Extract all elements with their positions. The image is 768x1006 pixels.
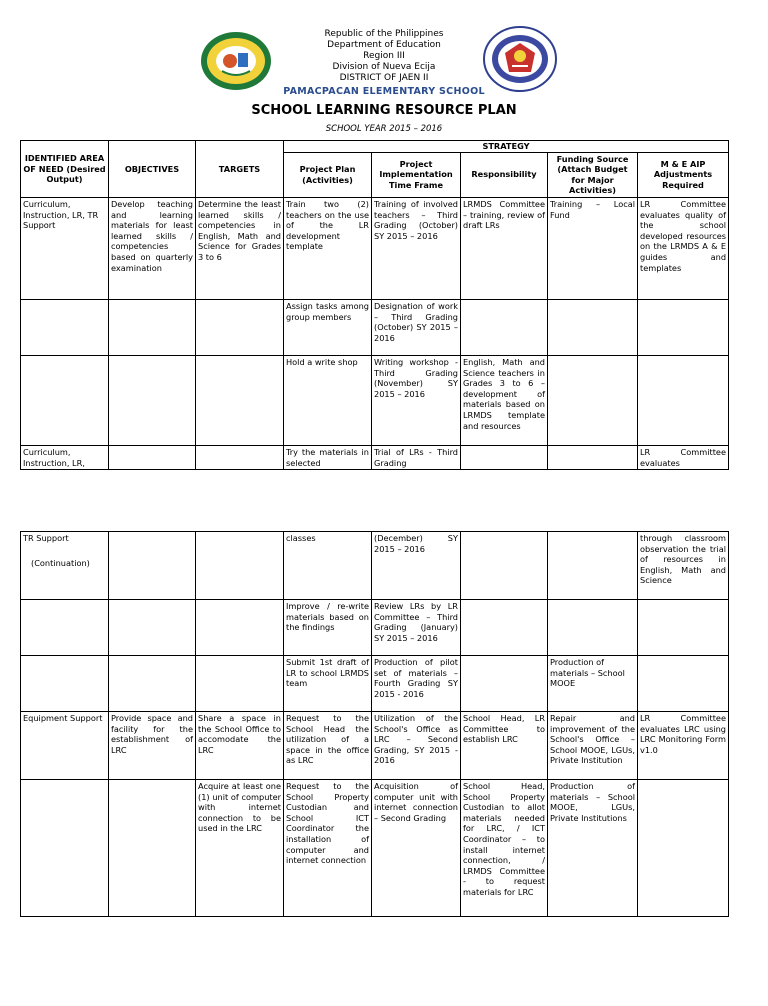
lr-plan-table-page1 (20, 140, 729, 470)
cell-me (638, 600, 729, 656)
cell-plan: classes (284, 532, 372, 600)
cell-plan: Assign tasks among group members (284, 299, 372, 355)
cell-funding: Production of materials – School MOOE, LGUs, Private Institutions (548, 780, 638, 917)
cell-objectives (109, 532, 196, 600)
cell-timeframe: Designation of work – Third Grading (October) SY 2015 – 2016 (372, 299, 461, 355)
cell-area: Curriculum, Instruction, LR, TR Support (21, 197, 109, 299)
cell-responsibility (461, 532, 548, 600)
cell-objectives (109, 445, 196, 469)
cell-area: Equipment Support (21, 712, 109, 780)
cell-area (21, 600, 109, 656)
school-seal-icon (200, 31, 272, 91)
col-project-plan: Project Plan (Activities) (284, 152, 372, 197)
cell-objectives (109, 780, 196, 917)
cell-me: LR Committee evaluates LRC using LRC Monitoring Form v1.0 (638, 712, 729, 780)
cell-timeframe: Production of pilot set of materials – Fourth Grading SY 2015 - 2016 (372, 656, 461, 712)
cell-responsibility: School Head, LR Committee to establish LRC (461, 712, 548, 780)
cell-timeframe: Utilization of the School's Office as LRC – Second Grading, SY 2015 - 2016 (372, 712, 461, 780)
cell-funding (548, 355, 638, 445)
table-row (21, 445, 729, 469)
table-row (21, 712, 729, 780)
cell-area (21, 780, 109, 917)
cell-me: through classroom observation the trial of resources in English, Math and Science (638, 532, 729, 600)
cell-responsibility (461, 445, 548, 469)
cell-responsibility (461, 299, 548, 355)
table-row (21, 197, 729, 299)
cell-targets: Acquire at least one (1) unit of computer with internet connection to be used in the LRC (196, 780, 284, 917)
cell-me: LR Committee evaluates (638, 445, 729, 469)
col-strategy: STRATEGY (284, 141, 729, 153)
cell-responsibility: School Head, School Property Custodian to allot materials needed for LRC, / ICT Coordinator – to install internet connection, / LRMDS Committee - to request materials for LRC (461, 780, 548, 917)
cell-plan: Hold a write shop (284, 355, 372, 445)
cell-plan: Train two (2) teachers on the use of the LR development template (284, 197, 372, 299)
cell-me (638, 656, 729, 712)
cell-funding: Training – Local Fund (548, 197, 638, 299)
cell-me: LR Committee evaluates quality of the school developed resources on the LRMDS A & E guides and templates (638, 197, 729, 299)
table-row (21, 656, 729, 712)
col-me: M & E AIP Adjustments Required (638, 152, 729, 197)
cell-area (21, 532, 109, 600)
cell-objectives: Develop teaching and learning materials for least learned skills / competencies based on quarterly examination (109, 197, 196, 299)
cell-targets (196, 299, 284, 355)
cell-plan: Request to the School Property Custodian and School ICT Coordinator the installation of computer and internet connection (284, 780, 372, 917)
deped-seal-icon (483, 26, 557, 92)
cell-plan: Improve / re-write materials based on the findings (284, 600, 372, 656)
continuation-note: (Continuation) (31, 557, 90, 568)
school-name: PAMACPACAN ELEMENTARY SCHOOL (283, 86, 485, 97)
cell-area (21, 355, 109, 445)
cell-responsibility: LRMDS Committee – training, review of draft LRs (461, 197, 548, 299)
cell-targets (196, 532, 284, 600)
cell-funding (548, 299, 638, 355)
col-timeframe: Project Implementation Time Frame (372, 152, 461, 197)
cell-objectives (109, 355, 196, 445)
region-line: Region III (363, 51, 405, 61)
cell-area (21, 299, 109, 355)
cell-timeframe: (December) SY 2015 – 2016 (372, 532, 461, 600)
cell-timeframe: Training of involved teachers – Third Grading (October) SY 2015 – 2016 (372, 197, 461, 299)
cell-targets: Determine the least learned skills / competencies in English, Math and Science for Grades 3 to 6 (196, 197, 284, 299)
cell-objectives: Provide space and facility for the establishment of LRC (109, 712, 196, 780)
lr-plan-table-page2 (20, 531, 729, 917)
table-row (21, 355, 729, 445)
school-year: SCHOOL YEAR 2015 – 2016 (325, 124, 443, 134)
col-objectives: OBJECTIVES (109, 141, 196, 198)
cell-objectives (109, 600, 196, 656)
cell-timeframe: Trial of LRs - Third Grading (372, 445, 461, 469)
cell-timeframe: Review LRs by LR Committee – Third Grading (January) SY 2015 – 2016 (372, 600, 461, 656)
cell-targets (196, 355, 284, 445)
cell-responsibility (461, 600, 548, 656)
cell-funding: Production of materials – School MOOE (548, 656, 638, 712)
cell-targets (196, 445, 284, 469)
cell-area (21, 656, 109, 712)
cell-objectives (109, 656, 196, 712)
cell-funding (548, 445, 638, 469)
cell-plan: Try the materials in selected (284, 445, 372, 469)
col-responsibility: Responsibility (461, 152, 548, 197)
cell-me (638, 299, 729, 355)
table-row (21, 299, 729, 355)
cell-targets (196, 656, 284, 712)
cell-timeframe: Writing workshop - Third Grading (November) SY 2015 – 2016 (372, 355, 461, 445)
republic-line: Republic of the Philippines (324, 29, 444, 39)
cell-responsibility (461, 656, 548, 712)
cell-responsibility: English, Math and Science teachers in Grades 3 to 6 – development of materials based on LRMDS template and resources (461, 355, 548, 445)
cell-plan: Submit 1st draft of LR to school LRMDS team (284, 656, 372, 712)
cell-me (638, 780, 729, 917)
division-line: Division of Nueva Ecija (332, 62, 436, 72)
cell-timeframe: Acquisition of computer unit with internet connection – Second Grading (372, 780, 461, 917)
cell-funding: Repair and improvement of the School's Office – School MOOE, LGUs, Private Institution (548, 712, 638, 780)
col-area: IDENTIFIED AREA OF NEED (Desired Output) (21, 141, 109, 198)
cell-area-text: TR Support (23, 533, 69, 543)
table-row (21, 532, 729, 600)
cell-me (638, 355, 729, 445)
cell-funding (548, 600, 638, 656)
cell-targets: Share a space in the School Office to accomodate the LRC (196, 712, 284, 780)
cell-targets (196, 600, 284, 656)
cell-plan: Request to the School Head the utilization of a space in the office as LRC (284, 712, 372, 780)
table-row (21, 600, 729, 656)
cell-objectives (109, 299, 196, 355)
cell-area: Curriculum, Instruction, LR, (21, 445, 109, 469)
col-targets: TARGETS (196, 141, 284, 198)
district-line: DISTRICT OF JAEN II (339, 73, 429, 83)
document-title: SCHOOL LEARNING RESOURCE PLAN (251, 103, 517, 118)
table-row (21, 780, 729, 917)
cell-funding (548, 532, 638, 600)
department-line: Department of Education (327, 40, 441, 50)
col-funding: Funding Source (Attach Budget for Major Activities) (548, 152, 638, 197)
